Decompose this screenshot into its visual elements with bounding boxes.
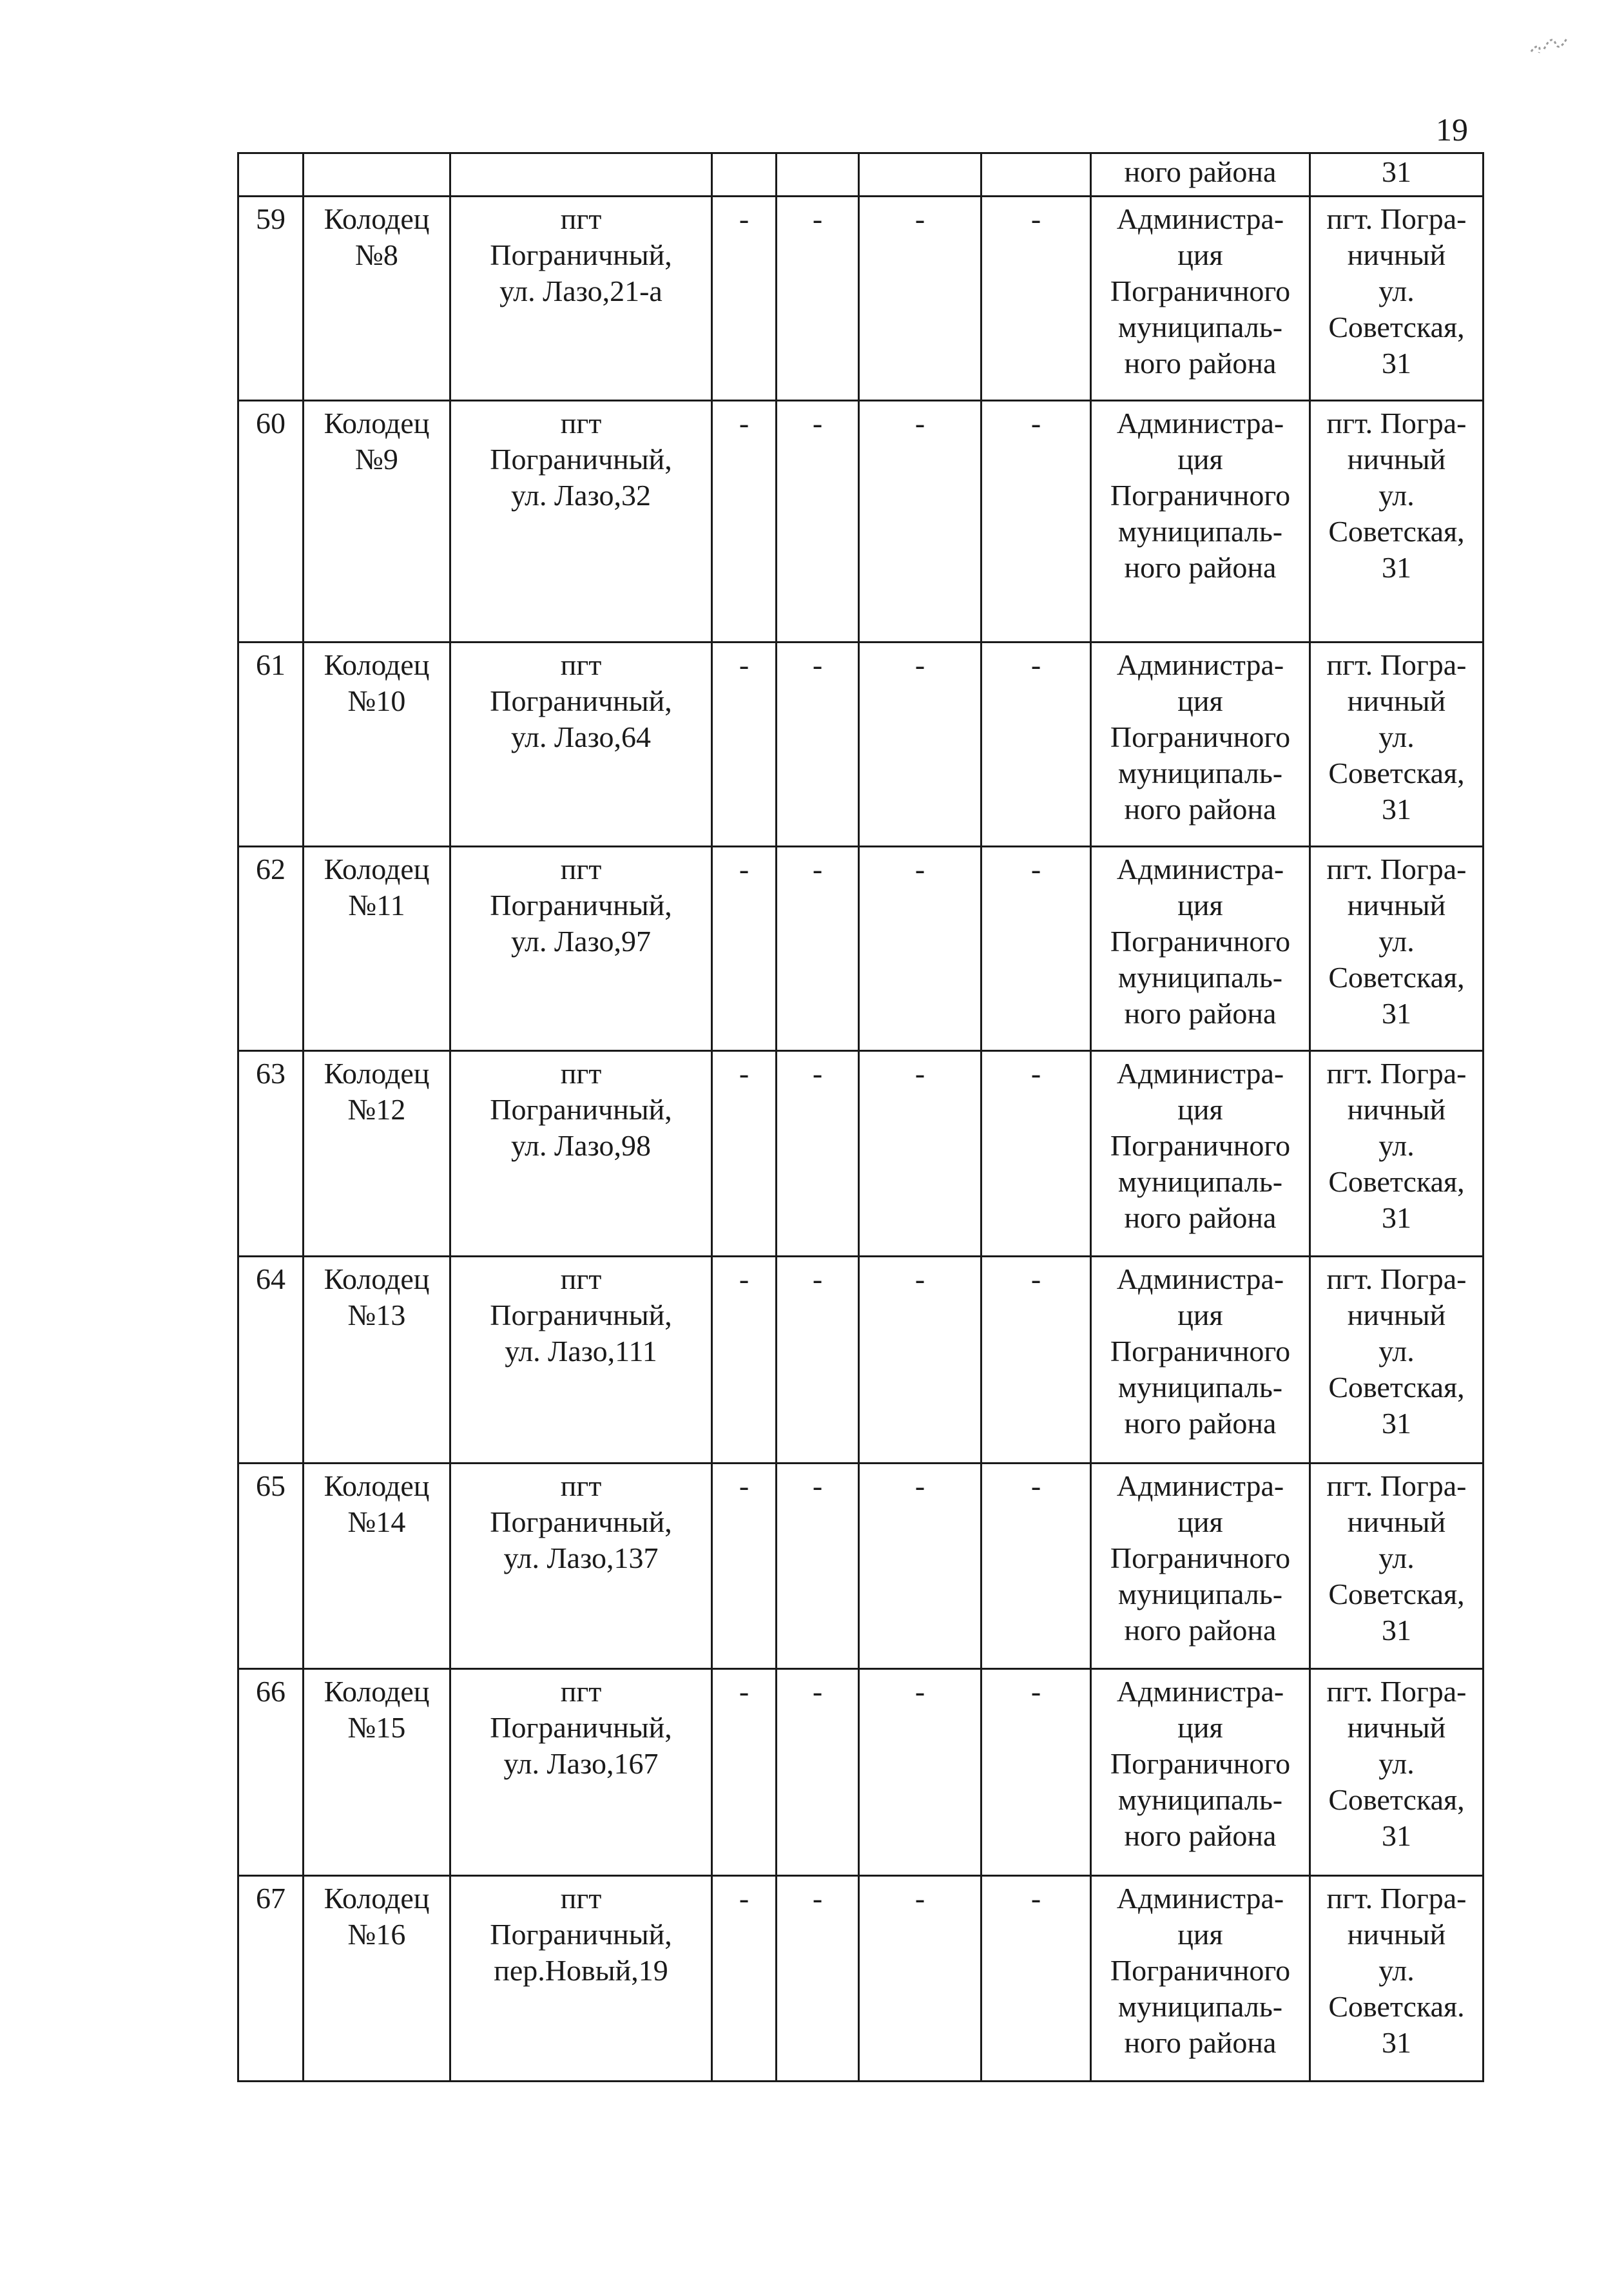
cell-row-number: 67: [238, 1876, 304, 2082]
continuation-row: [238, 153, 1484, 197]
cell-object-name: Колодец №14: [304, 1464, 450, 1669]
cell-dash: -: [859, 1876, 981, 2082]
cell-dash: -: [981, 1669, 1091, 1876]
cell-empty: [981, 153, 1091, 197]
cell-object-name: Колодец №11: [304, 847, 450, 1051]
cell-empty: [304, 153, 450, 197]
table-row: [238, 197, 1484, 401]
cell-object-name: Колодец №12: [304, 1051, 450, 1257]
cell-dash: -: [859, 1464, 981, 1669]
cell-dash: -: [859, 847, 981, 1051]
cell-dash: -: [712, 847, 777, 1051]
cell-row-number: 60: [238, 401, 304, 643]
cell-dash: -: [859, 643, 981, 847]
cell-owner-address: пгт. Погра- ничный ул. Советская, 31: [1310, 1257, 1484, 1464]
cell-dash: -: [859, 197, 981, 401]
table-row: [238, 1257, 1484, 1464]
cell-owner: Администра- ция Пограничного муниципаль- ного района: [1091, 847, 1310, 1051]
cell-location: пгт Пограничный, ул. Лазо,137: [450, 1464, 712, 1669]
cell-dash: -: [712, 643, 777, 847]
cell-dash: -: [712, 1051, 777, 1257]
cell-empty: [859, 153, 981, 197]
cell-owner-address: пгт. Погра- ничный ул. Советская, 31: [1310, 401, 1484, 643]
cell-empty: [238, 153, 304, 197]
cell-object-name: Колодец №8: [304, 197, 450, 401]
cell-location: пгт Пограничный, ул. Лазо,97: [450, 847, 712, 1051]
cell-location: пгт Пограничный, ул. Лазо,167: [450, 1669, 712, 1876]
cell-dash: -: [981, 197, 1091, 401]
cell-dash: -: [712, 1464, 777, 1669]
cell-dash: -: [981, 401, 1091, 643]
table-row: [238, 1876, 1484, 2082]
cell-dash: -: [981, 1876, 1091, 2082]
cell-owner-address: пгт. Погра- ничный ул. Советская. 31: [1310, 1876, 1484, 2082]
cell-location: пгт Пограничный, пер.Новый,19: [450, 1876, 712, 2082]
cell-dash: -: [777, 1051, 859, 1257]
cell-location: пгт Пограничный, ул. Лазо,64: [450, 643, 712, 847]
cell-owner-address: пгт. Погра- ничный ул. Советская, 31: [1310, 643, 1484, 847]
cell-owner: Администра- ция Пограничного муниципаль- ного района: [1091, 643, 1310, 847]
cell-dash: -: [712, 1669, 777, 1876]
cell-dash: -: [981, 1257, 1091, 1464]
cell-owner-address: пгт. Погра- ничный ул. Советская, 31: [1310, 1051, 1484, 1257]
cell-location: пгт Пограничный, ул. Лазо,32: [450, 401, 712, 643]
cell-dash: -: [981, 847, 1091, 1051]
cell-dash: -: [859, 1257, 981, 1464]
cell-owner: Администра- ция Пограничного муниципаль- ного района: [1091, 1464, 1310, 1669]
cell-dash: -: [981, 1464, 1091, 1669]
cell-row-number: 63: [238, 1051, 304, 1257]
cell-dash: -: [859, 1669, 981, 1876]
cell-dash: -: [777, 643, 859, 847]
cell-owner: Администра- ция Пограничного муниципаль- ного района: [1091, 1051, 1310, 1257]
wells-register-table: [237, 152, 1484, 2082]
cell-dash: -: [777, 401, 859, 643]
cell-owner: Администра- ция Пограничного муниципаль- ного района: [1091, 1876, 1310, 2082]
cell-owner-address: пгт. Погра- ничный ул. Советская, 31: [1310, 197, 1484, 401]
table-row: [238, 847, 1484, 1051]
cell-dash: -: [777, 1257, 859, 1464]
cell-location: пгт Пограничный, ул. Лазо,21-а: [450, 197, 712, 401]
cell-owner: Администра- ция Пограничного муниципаль- ного района: [1091, 197, 1310, 401]
cell-dash: -: [777, 1876, 859, 2082]
cell-dash: -: [712, 401, 777, 643]
table-row: [238, 1464, 1484, 1669]
cell-row-number: 62: [238, 847, 304, 1051]
cell-dash: -: [712, 1257, 777, 1464]
cell-object-name: Колодец №15: [304, 1669, 450, 1876]
cell-dash: -: [859, 401, 981, 643]
cell-dash: -: [777, 197, 859, 401]
cell-object-name: Колодец №16: [304, 1876, 450, 2082]
cell-dash: -: [777, 847, 859, 1051]
cell-owner: Администра- ция Пограничного муниципаль- ного района: [1091, 1669, 1310, 1876]
cell-row-number: 61: [238, 643, 304, 847]
cell-empty: [450, 153, 712, 197]
cell-location: пгт Пограничный, ул. Лазо,111: [450, 1257, 712, 1464]
cell-row-number: 59: [238, 197, 304, 401]
cell-empty: [712, 153, 777, 197]
cell-empty: [777, 153, 859, 197]
cell-owner: Администра- ция Пограничного муниципаль- ного района: [1091, 1257, 1310, 1464]
cell-owner-address: 31: [1310, 153, 1484, 197]
cell-location: пгт Пограничный, ул. Лазо,98: [450, 1051, 712, 1257]
cell-row-number: 65: [238, 1464, 304, 1669]
table-body: [238, 153, 1484, 2082]
cell-owner: ного района: [1091, 153, 1310, 197]
cell-owner-address: пгт. Погра- ничный ул. Советская, 31: [1310, 847, 1484, 1051]
handwritten-mark: [1527, 26, 1572, 58]
cell-dash: -: [777, 1669, 859, 1876]
page-number: 19: [1436, 111, 1468, 148]
cell-owner-address: пгт. Погра- ничный ул. Советская, 31: [1310, 1464, 1484, 1669]
table-row: [238, 643, 1484, 847]
cell-owner: Администра- ция Пограничного муниципаль- ного района: [1091, 401, 1310, 643]
cell-dash: -: [981, 1051, 1091, 1257]
cell-row-number: 66: [238, 1669, 304, 1876]
cell-object-name: Колодец №13: [304, 1257, 450, 1464]
cell-owner-address: пгт. Погра- ничный ул. Советская, 31: [1310, 1669, 1484, 1876]
cell-dash: -: [981, 643, 1091, 847]
cell-object-name: Колодец №10: [304, 643, 450, 847]
cell-object-name: Колодец №9: [304, 401, 450, 643]
table-row: [238, 401, 1484, 643]
cell-dash: -: [777, 1464, 859, 1669]
table-row: [238, 1051, 1484, 1257]
cell-row-number: 64: [238, 1257, 304, 1464]
cell-dash: -: [712, 1876, 777, 2082]
cell-dash: -: [712, 197, 777, 401]
table-row: [238, 1669, 1484, 1876]
cell-dash: -: [859, 1051, 981, 1257]
